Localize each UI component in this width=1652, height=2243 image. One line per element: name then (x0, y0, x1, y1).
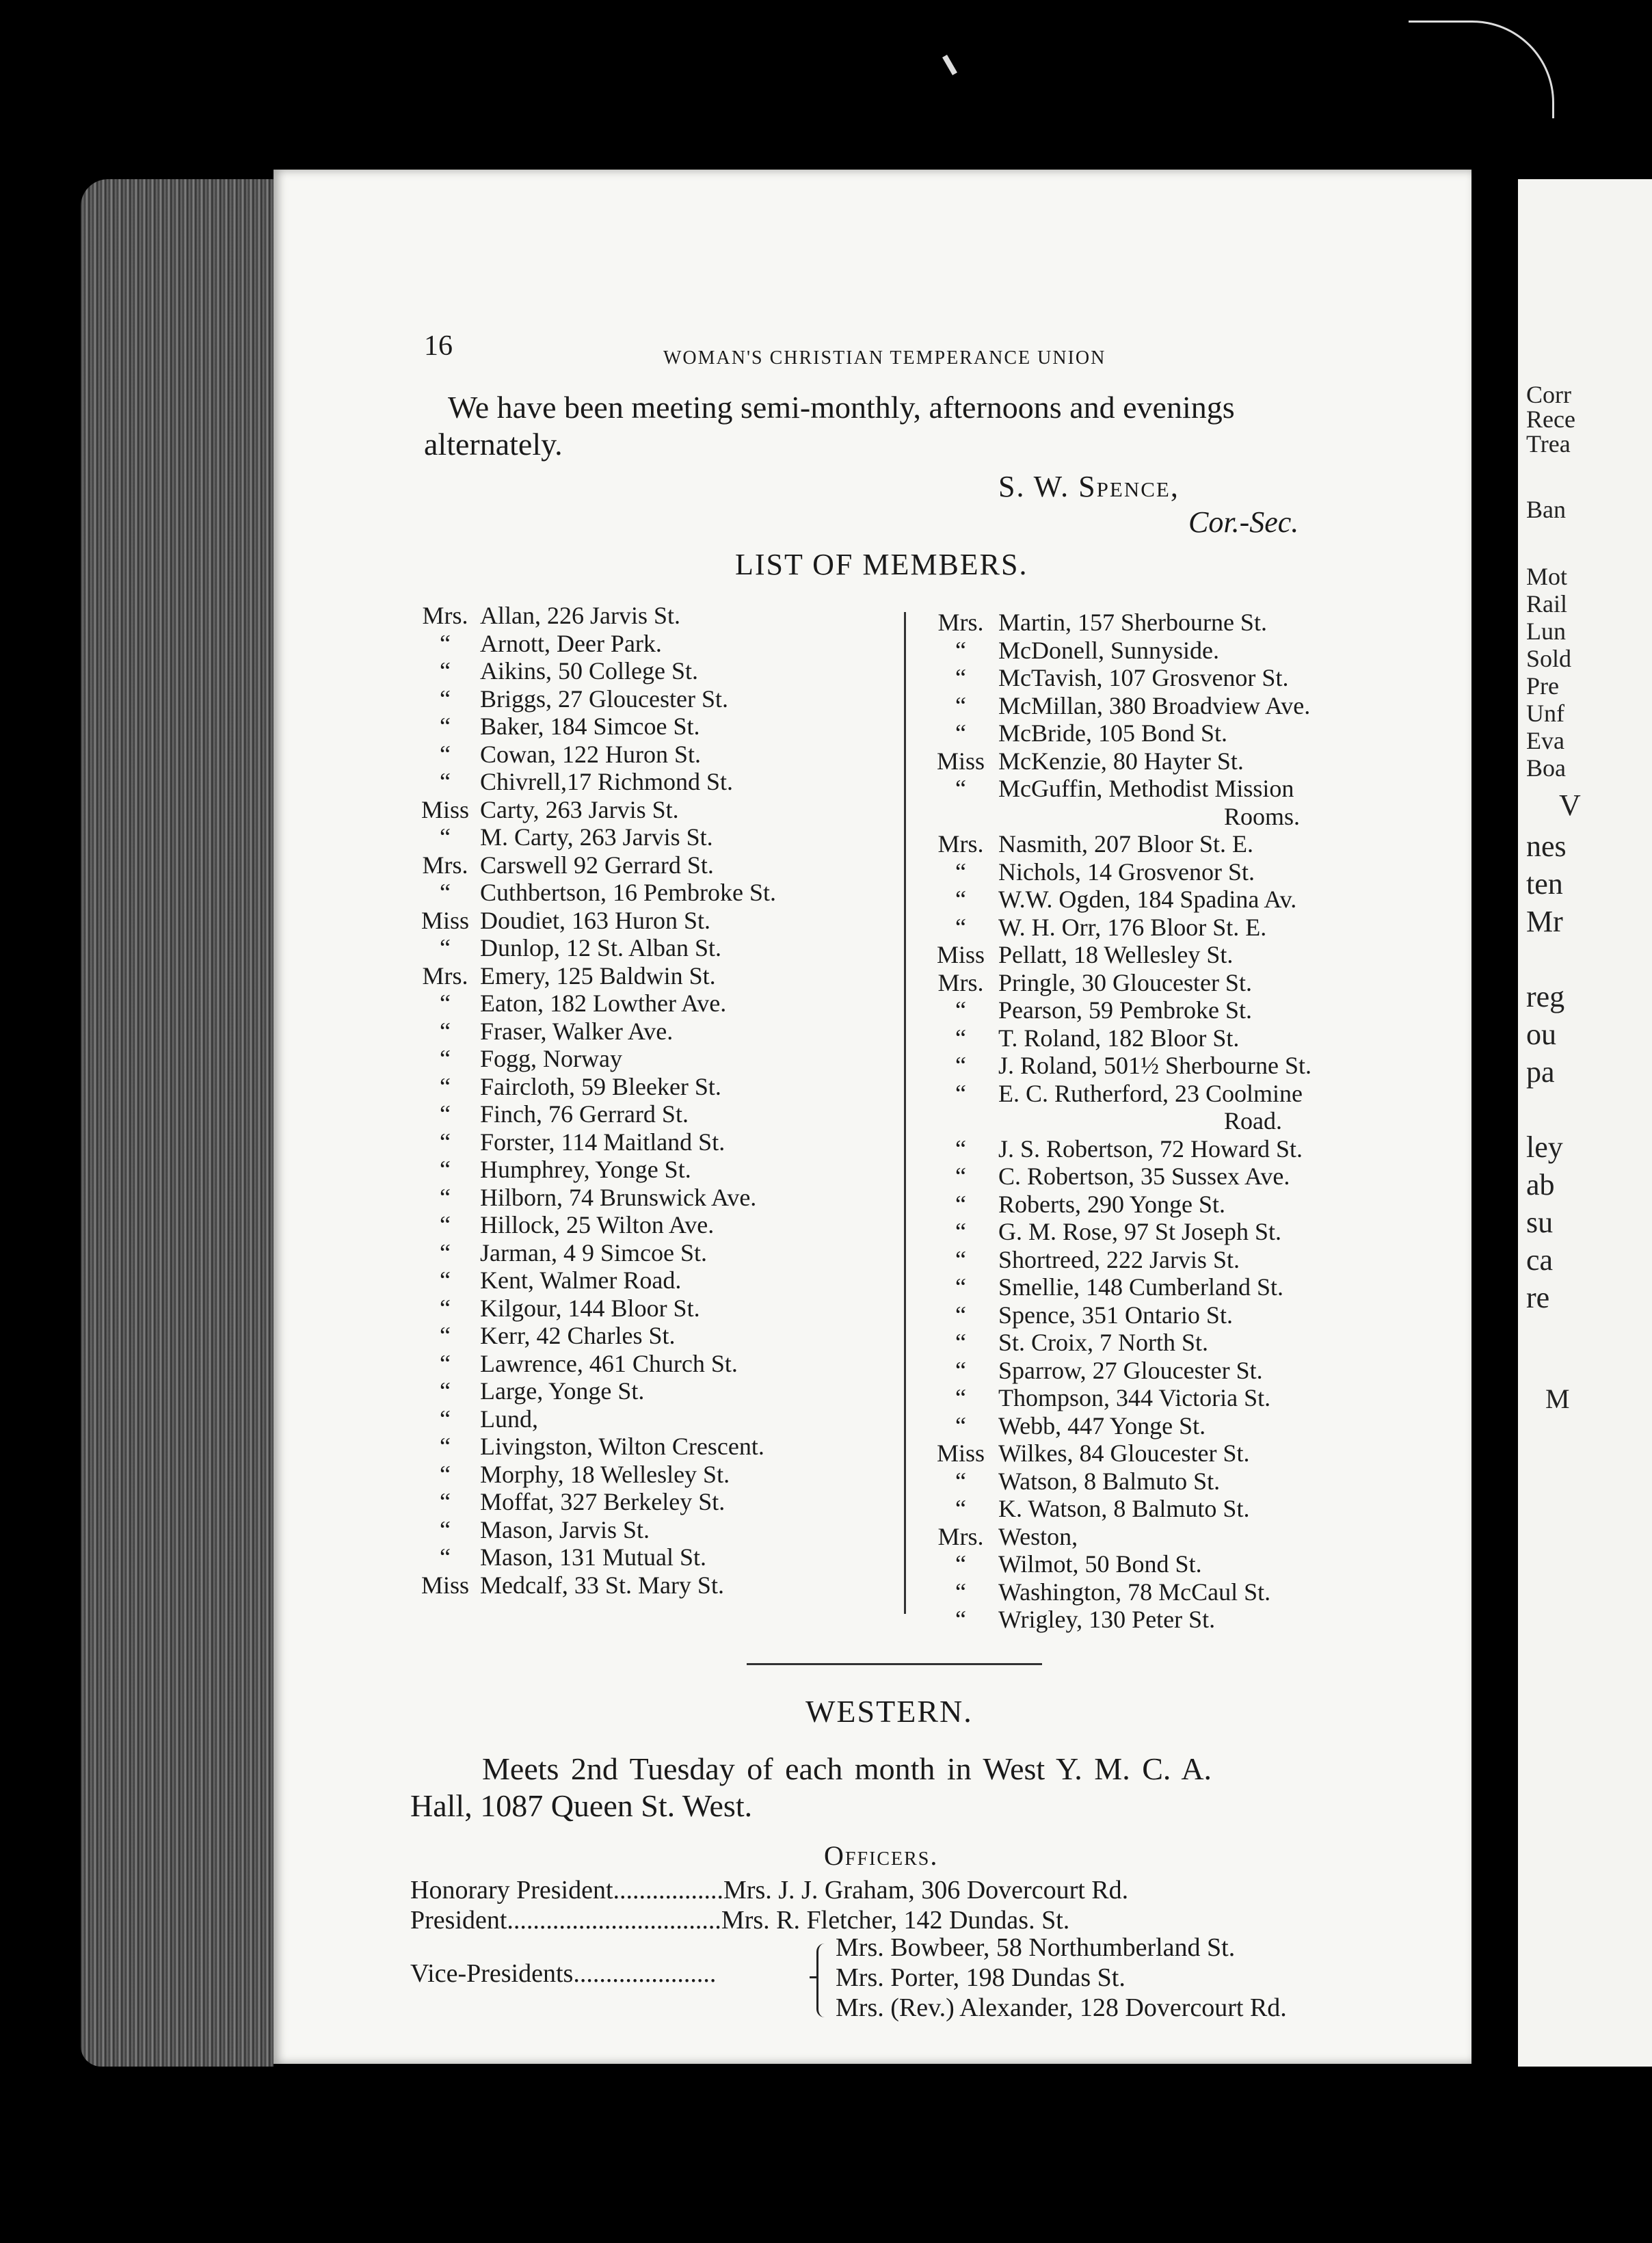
facing-page-text: ou (1526, 1018, 1556, 1051)
member-entry: Finch, 76 Gerrard St. (480, 1100, 689, 1128)
member-entry: Allan, 226 Jarvis St. (480, 602, 680, 629)
member-title: “ (440, 1543, 451, 1571)
member-title: Miss (936, 747, 985, 775)
member-entry: Wilmot, 50 Bond St. (998, 1550, 1202, 1578)
member-row (410, 879, 776, 907)
member-entry: Washington, 78 McCaul St. (998, 1578, 1271, 1606)
facing-page-text: re (1526, 1281, 1550, 1314)
member-title: “ (440, 713, 451, 740)
vice-president-entry: Mrs. Bowbeer, 58 Northumberland St. (836, 1933, 1236, 1962)
member-entry: Pellatt, 18 Wellesley St. (998, 941, 1234, 968)
facing-page-text: Sold (1526, 645, 1572, 672)
member-entry: Faircloth, 59 Bleeker St. (480, 1072, 721, 1100)
facing-page-text: Mot (1526, 563, 1568, 590)
member-row (410, 602, 776, 630)
member-title: “ (440, 879, 451, 906)
meets-line-1: Meets 2nd Tuesday of each month in West Y. M. C. A. (482, 1751, 1212, 1786)
member-title: “ (955, 1134, 966, 1163)
member-entry: Carswell 92 Gerrard St. (480, 851, 714, 879)
member-row (410, 823, 776, 851)
member-title: “ (440, 1515, 451, 1543)
member-row (410, 741, 776, 769)
member-title: “ (440, 1183, 451, 1211)
member-entry: Fraser, Walker Ave. (480, 1017, 674, 1045)
member-title: “ (955, 1163, 966, 1190)
member-row (923, 1329, 1311, 1357)
member-entry: Mason, 131 Mutual St. (480, 1543, 707, 1571)
member-entry: Chivrell,17 Richmond St. (480, 768, 734, 795)
honorary-president-line: Honorary President.................Mrs. J. J. Graham, 306 Dovercourt Rd. (410, 1876, 1129, 1904)
member-row (923, 664, 1311, 692)
member-row (410, 1266, 776, 1295)
member-title: Mrs. (422, 602, 468, 629)
member-row (923, 1052, 1311, 1080)
facing-page-text: Eva (1526, 727, 1564, 754)
member-title: “ (955, 1301, 966, 1329)
meets-line-2: Hall, 1087 Queen St. West. (410, 1788, 753, 1823)
member-row (410, 1516, 776, 1544)
member-entry: Large, Yonge St. (480, 1377, 645, 1405)
member-row (923, 1384, 1311, 1412)
facing-page-text: Boa (1526, 754, 1566, 782)
member-title: “ (440, 823, 451, 851)
member-row (410, 713, 776, 741)
member-row (923, 1578, 1311, 1606)
member-entry: Lawrence, 461 Church St. (480, 1349, 738, 1377)
member-row (410, 1239, 776, 1267)
member-row (923, 1107, 1311, 1135)
member-row (923, 637, 1311, 665)
member-row (923, 747, 1311, 775)
member-row (923, 803, 1311, 831)
member-entry: McGuffin, Methodist Mission (998, 775, 1294, 802)
member-title: Miss (421, 906, 470, 934)
member-entry: Smellie, 148 Cumberland St. (998, 1273, 1283, 1301)
member-row (923, 1218, 1311, 1246)
member-title: “ (440, 768, 451, 795)
member-title: “ (440, 1349, 451, 1377)
brace (816, 1943, 831, 2017)
member-entry: Briggs, 27 Gloucester St. (480, 685, 728, 713)
facing-page-text: Rece (1526, 406, 1575, 433)
brace-tip (810, 1976, 818, 1978)
member-entry: Weston, (998, 1522, 1078, 1550)
member-row (923, 692, 1311, 720)
member-row (410, 685, 776, 713)
member-row (410, 1543, 776, 1571)
member-entry: M. Carty, 263 Jarvis St. (480, 823, 713, 851)
member-entry: St. Croix, 7 North St. (998, 1329, 1209, 1356)
member-title: “ (955, 1550, 966, 1578)
member-title: “ (955, 1495, 966, 1522)
member-row (410, 851, 776, 879)
member-row (923, 1606, 1311, 1634)
member-entry: McBride, 105 Bond St. (998, 719, 1228, 747)
facing-page-text: ab (1526, 1168, 1555, 1202)
facing-page-text: Corr (1526, 381, 1571, 408)
facing-page-text: ten (1526, 867, 1563, 901)
signature-title: Cor.-Sec. (1188, 505, 1299, 539)
member-title: “ (955, 996, 966, 1024)
member-entry: E. C. Rutherford, 23 Coolmine (998, 1079, 1303, 1107)
member-entry: Spence, 351 Ontario St. (998, 1301, 1233, 1329)
member-title: Mrs. (937, 968, 984, 996)
member-entry: K. Watson, 8 Balmuto St. (998, 1495, 1250, 1522)
member-entry: Roberts, 290 Yonge St. (998, 1190, 1226, 1218)
member-row (923, 1163, 1311, 1191)
member-row (410, 1350, 776, 1378)
member-row (923, 1523, 1311, 1551)
member-row (410, 796, 776, 824)
member-title: “ (955, 913, 966, 941)
facing-page-text: Trea (1526, 430, 1571, 457)
member-title: Mrs. (422, 961, 468, 990)
member-entry: McTavish, 107 Grosvenor St. (998, 664, 1289, 691)
facing-page-text: Unf (1526, 700, 1564, 727)
facing-page-text: ca (1526, 1243, 1554, 1277)
member-title: “ (955, 636, 966, 664)
member-title: “ (955, 1245, 966, 1273)
member-title: “ (955, 886, 966, 913)
member-entry: Moffat, 327 Berkeley St. (480, 1488, 725, 1515)
member-row (410, 907, 776, 935)
member-row (923, 609, 1311, 637)
member-title: “ (440, 1294, 451, 1322)
facing-page-text: ley (1526, 1130, 1563, 1164)
member-row (410, 934, 776, 962)
member-entry: Shortreed, 222 Jarvis St. (998, 1245, 1240, 1273)
officers-heading: Officers. (824, 1840, 939, 1871)
member-row (923, 996, 1311, 1024)
facing-page-text: reg (1526, 980, 1565, 1013)
member-title: “ (440, 740, 451, 768)
member-row (923, 1495, 1311, 1523)
member-entry: Nasmith, 207 Bloor St. E. (998, 830, 1254, 858)
member-entry: Hilborn, 74 Brunswick Ave. (480, 1183, 757, 1211)
member-entry: Webb, 447 Yonge St. (998, 1411, 1206, 1439)
member-row (923, 1080, 1311, 1108)
column-rule (904, 612, 906, 1614)
member-entry: Medcalf, 33 St. Mary St. (480, 1571, 724, 1599)
member-row (410, 1184, 776, 1212)
member-title: Mrs. (937, 609, 984, 636)
member-title: “ (955, 1079, 966, 1107)
member-entry: Road. (1224, 1107, 1282, 1134)
facing-page-text: Rail (1526, 590, 1567, 618)
member-row (923, 830, 1311, 858)
member-title: “ (440, 685, 451, 713)
member-title: “ (440, 990, 451, 1017)
member-row (923, 1135, 1311, 1163)
member-title: “ (440, 1072, 451, 1100)
member-title: “ (440, 1100, 451, 1128)
member-title: “ (440, 1405, 451, 1433)
member-title: “ (955, 1190, 966, 1218)
member-title: Miss (936, 941, 985, 968)
member-row (923, 969, 1311, 997)
facing-page-text: Pre (1526, 672, 1559, 700)
member-row (410, 1295, 776, 1323)
member-row (923, 775, 1311, 803)
member-row (410, 1405, 776, 1433)
member-title: “ (440, 1017, 451, 1045)
member-row (923, 719, 1311, 747)
member-title: “ (955, 1606, 966, 1633)
running-head: WOMAN'S CHRISTIAN TEMPERANCE UNION (663, 347, 1106, 369)
member-row (923, 914, 1311, 942)
member-title: Miss (936, 1439, 985, 1467)
intro-line-1: We have been meeting semi-monthly, afternoons and evenings (448, 390, 1235, 425)
member-entry: C. Robertson, 35 Sussex Ave. (998, 1163, 1290, 1190)
member-entry: Kent, Walmer Road. (480, 1266, 682, 1294)
member-row (923, 1550, 1311, 1578)
member-title: “ (955, 775, 966, 802)
page-number: 16 (424, 330, 453, 362)
member-entry: Doudiet, 163 Huron St. (480, 906, 710, 934)
facing-page-text: su (1526, 1206, 1554, 1239)
president-line: President.................................Mrs. R. Fletcher, 142 Dundas. St. (410, 1906, 1070, 1935)
member-title: Mrs. (937, 830, 984, 858)
member-title: “ (440, 1266, 451, 1294)
members-left-column (410, 602, 776, 1599)
book-page-edges (81, 179, 274, 2067)
member-entry: Wrigley, 130 Peter St. (998, 1606, 1216, 1633)
member-title: “ (955, 1052, 966, 1079)
member-title (923, 803, 998, 831)
member-entry: T. Roland, 182 Bloor St. (998, 1024, 1240, 1052)
member-entry: G. M. Rose, 97 St Joseph St. (998, 1218, 1282, 1245)
member-title (923, 1107, 998, 1135)
member-title: “ (440, 1128, 451, 1156)
member-row (410, 1128, 776, 1156)
member-title: Mrs. (422, 851, 468, 879)
facing-page-text: V (1559, 788, 1581, 822)
member-entry: Emery, 125 Baldwin St. (480, 961, 716, 990)
member-row (410, 630, 776, 658)
member-title: Miss (421, 795, 470, 823)
member-entry: Jarman, 4 9 Simcoe St. (480, 1238, 707, 1266)
member-entry: McDonell, Sunnyside. (998, 636, 1219, 664)
western-heading: WESTERN. (805, 1694, 973, 1729)
member-entry: Pearson, 59 Pembroke St. (998, 996, 1252, 1024)
member-entry: Forster, 114 Maitland St. (480, 1128, 725, 1156)
member-entry: W.W. Ogden, 184 Spadina Av. (998, 886, 1297, 913)
member-row (923, 886, 1311, 914)
member-entry: Lund, (480, 1405, 538, 1433)
member-row (410, 1073, 776, 1101)
member-row (923, 858, 1311, 886)
member-row (410, 1488, 776, 1516)
member-row (410, 990, 776, 1018)
member-entry: Kilgour, 144 Bloor St. (480, 1294, 700, 1322)
member-entry: Rooms. (1224, 802, 1301, 830)
member-entry: Carty, 263 Jarvis St. (480, 795, 679, 823)
facing-page (1518, 179, 1652, 2067)
member-row (923, 1024, 1311, 1052)
vice-president-entry: Mrs. (Rev.) Alexander, 128 Dovercourt Rd. (836, 1993, 1287, 2022)
members-heading: LIST OF MEMBERS. (735, 548, 1028, 581)
member-title: “ (955, 1273, 966, 1301)
member-row (923, 1246, 1311, 1274)
member-row (410, 962, 776, 990)
member-entry: Eaton, 182 Lowther Ave. (480, 990, 727, 1017)
member-title: “ (440, 1156, 451, 1183)
vice-presidents-label: Vice-Presidents...................... (410, 1959, 717, 1988)
member-entry: J. S. Robertson, 72 Howard St. (998, 1134, 1303, 1163)
member-row (410, 1156, 776, 1184)
section-divider (747, 1663, 1042, 1665)
facing-page-text: M (1545, 1383, 1570, 1414)
member-entry: Martin, 157 Sherbourne St. (998, 609, 1267, 636)
member-title: “ (440, 1488, 451, 1515)
member-entry: Humphrey, Yonge St. (480, 1156, 691, 1183)
member-row (923, 1301, 1311, 1329)
member-title: “ (955, 1218, 966, 1245)
member-title: “ (955, 1467, 966, 1495)
dust-speck (942, 55, 957, 75)
member-title: “ (440, 629, 451, 657)
member-title: Mrs. (937, 1522, 984, 1550)
member-row (410, 1045, 776, 1073)
member-title: Miss (421, 1571, 470, 1599)
member-entry: Fogg, Norway (480, 1045, 622, 1072)
stray-thread (1409, 21, 1554, 118)
member-row (410, 1461, 776, 1489)
member-row (410, 1377, 776, 1405)
member-row (410, 657, 776, 685)
member-entry: Hillock, 25 Wilton Ave. (480, 1211, 715, 1238)
facing-page-text: Lun (1526, 618, 1566, 645)
member-row (410, 1571, 776, 1600)
member-row (410, 1100, 776, 1128)
member-row (410, 1211, 776, 1239)
member-title: “ (955, 691, 966, 719)
member-entry: Mason, Jarvis St. (480, 1515, 650, 1543)
member-title: “ (955, 1384, 966, 1411)
member-title: “ (440, 1045, 451, 1072)
member-row (923, 1273, 1311, 1301)
member-entry: Wilkes, 84 Gloucester St. (998, 1439, 1250, 1467)
member-entry: Thompson, 344 Victoria St. (998, 1384, 1271, 1411)
member-entry: McMillan, 380 Broadview Ave. (998, 691, 1311, 719)
member-title: “ (955, 1578, 966, 1606)
member-title: “ (955, 1024, 966, 1052)
member-title: “ (955, 664, 966, 691)
member-entry: Baker, 184 Simcoe St. (480, 713, 700, 740)
facing-page-text: pa (1526, 1055, 1555, 1089)
intro-line-2: alternately. (424, 427, 563, 462)
member-entry: Arnott, Deer Park. (480, 629, 662, 657)
member-entry: McKenzie, 80 Hayter St. (998, 747, 1244, 775)
member-entry: W. H. Orr, 176 Bloor St. E. (998, 913, 1267, 941)
member-title: “ (440, 1322, 451, 1349)
member-title: “ (955, 1411, 966, 1439)
member-title: “ (440, 1377, 451, 1405)
member-row (410, 1018, 776, 1046)
member-title: “ (440, 1211, 451, 1238)
member-row (923, 1191, 1311, 1219)
member-entry: Watson, 8 Balmuto St. (998, 1467, 1221, 1495)
member-row (410, 1322, 776, 1350)
member-entry: J. Roland, 501½ Sherbourne St. (998, 1052, 1311, 1079)
member-title: “ (955, 858, 966, 886)
member-row (923, 1468, 1311, 1496)
member-title: “ (955, 1356, 966, 1384)
facing-page-text: Ban (1526, 496, 1566, 523)
member-title: “ (440, 934, 451, 961)
member-row (410, 1433, 776, 1461)
member-row (923, 1439, 1311, 1468)
member-entry: Sparrow, 27 Gloucester St. (998, 1356, 1263, 1384)
member-entry: Aikins, 50 College St. (480, 657, 699, 685)
member-row (410, 768, 776, 796)
member-row (923, 1412, 1311, 1440)
member-title: “ (955, 1329, 966, 1356)
member-row (923, 1357, 1311, 1385)
facing-page-text: Mr (1526, 905, 1563, 938)
member-title: “ (440, 1460, 451, 1488)
member-title: “ (440, 657, 451, 685)
member-entry: Cowan, 122 Huron St. (480, 740, 701, 768)
member-entry: Morphy, 18 Wellesley St. (480, 1460, 730, 1488)
vice-president-entry: Mrs. Porter, 198 Dundas St. (836, 1963, 1125, 1992)
members-right-column (923, 609, 1311, 1634)
member-title: “ (440, 1238, 451, 1266)
member-title: “ (440, 1433, 451, 1460)
member-entry: Livingston, Wilton Crescent. (480, 1433, 764, 1460)
signature-name: S. W. Spence, (998, 470, 1180, 503)
member-entry: Nichols, 14 Grosvenor St. (998, 858, 1255, 886)
member-entry: Dunlop, 12 St. Alban St. (480, 934, 722, 961)
member-entry: Cuthbertson, 16 Pembroke St. (480, 879, 776, 906)
member-title: “ (955, 719, 966, 747)
member-entry: Pringle, 30 Gloucester St. (998, 968, 1252, 996)
facing-page-text: nes (1526, 829, 1567, 863)
member-row (923, 941, 1311, 969)
member-entry: Kerr, 42 Charles St. (480, 1322, 676, 1349)
